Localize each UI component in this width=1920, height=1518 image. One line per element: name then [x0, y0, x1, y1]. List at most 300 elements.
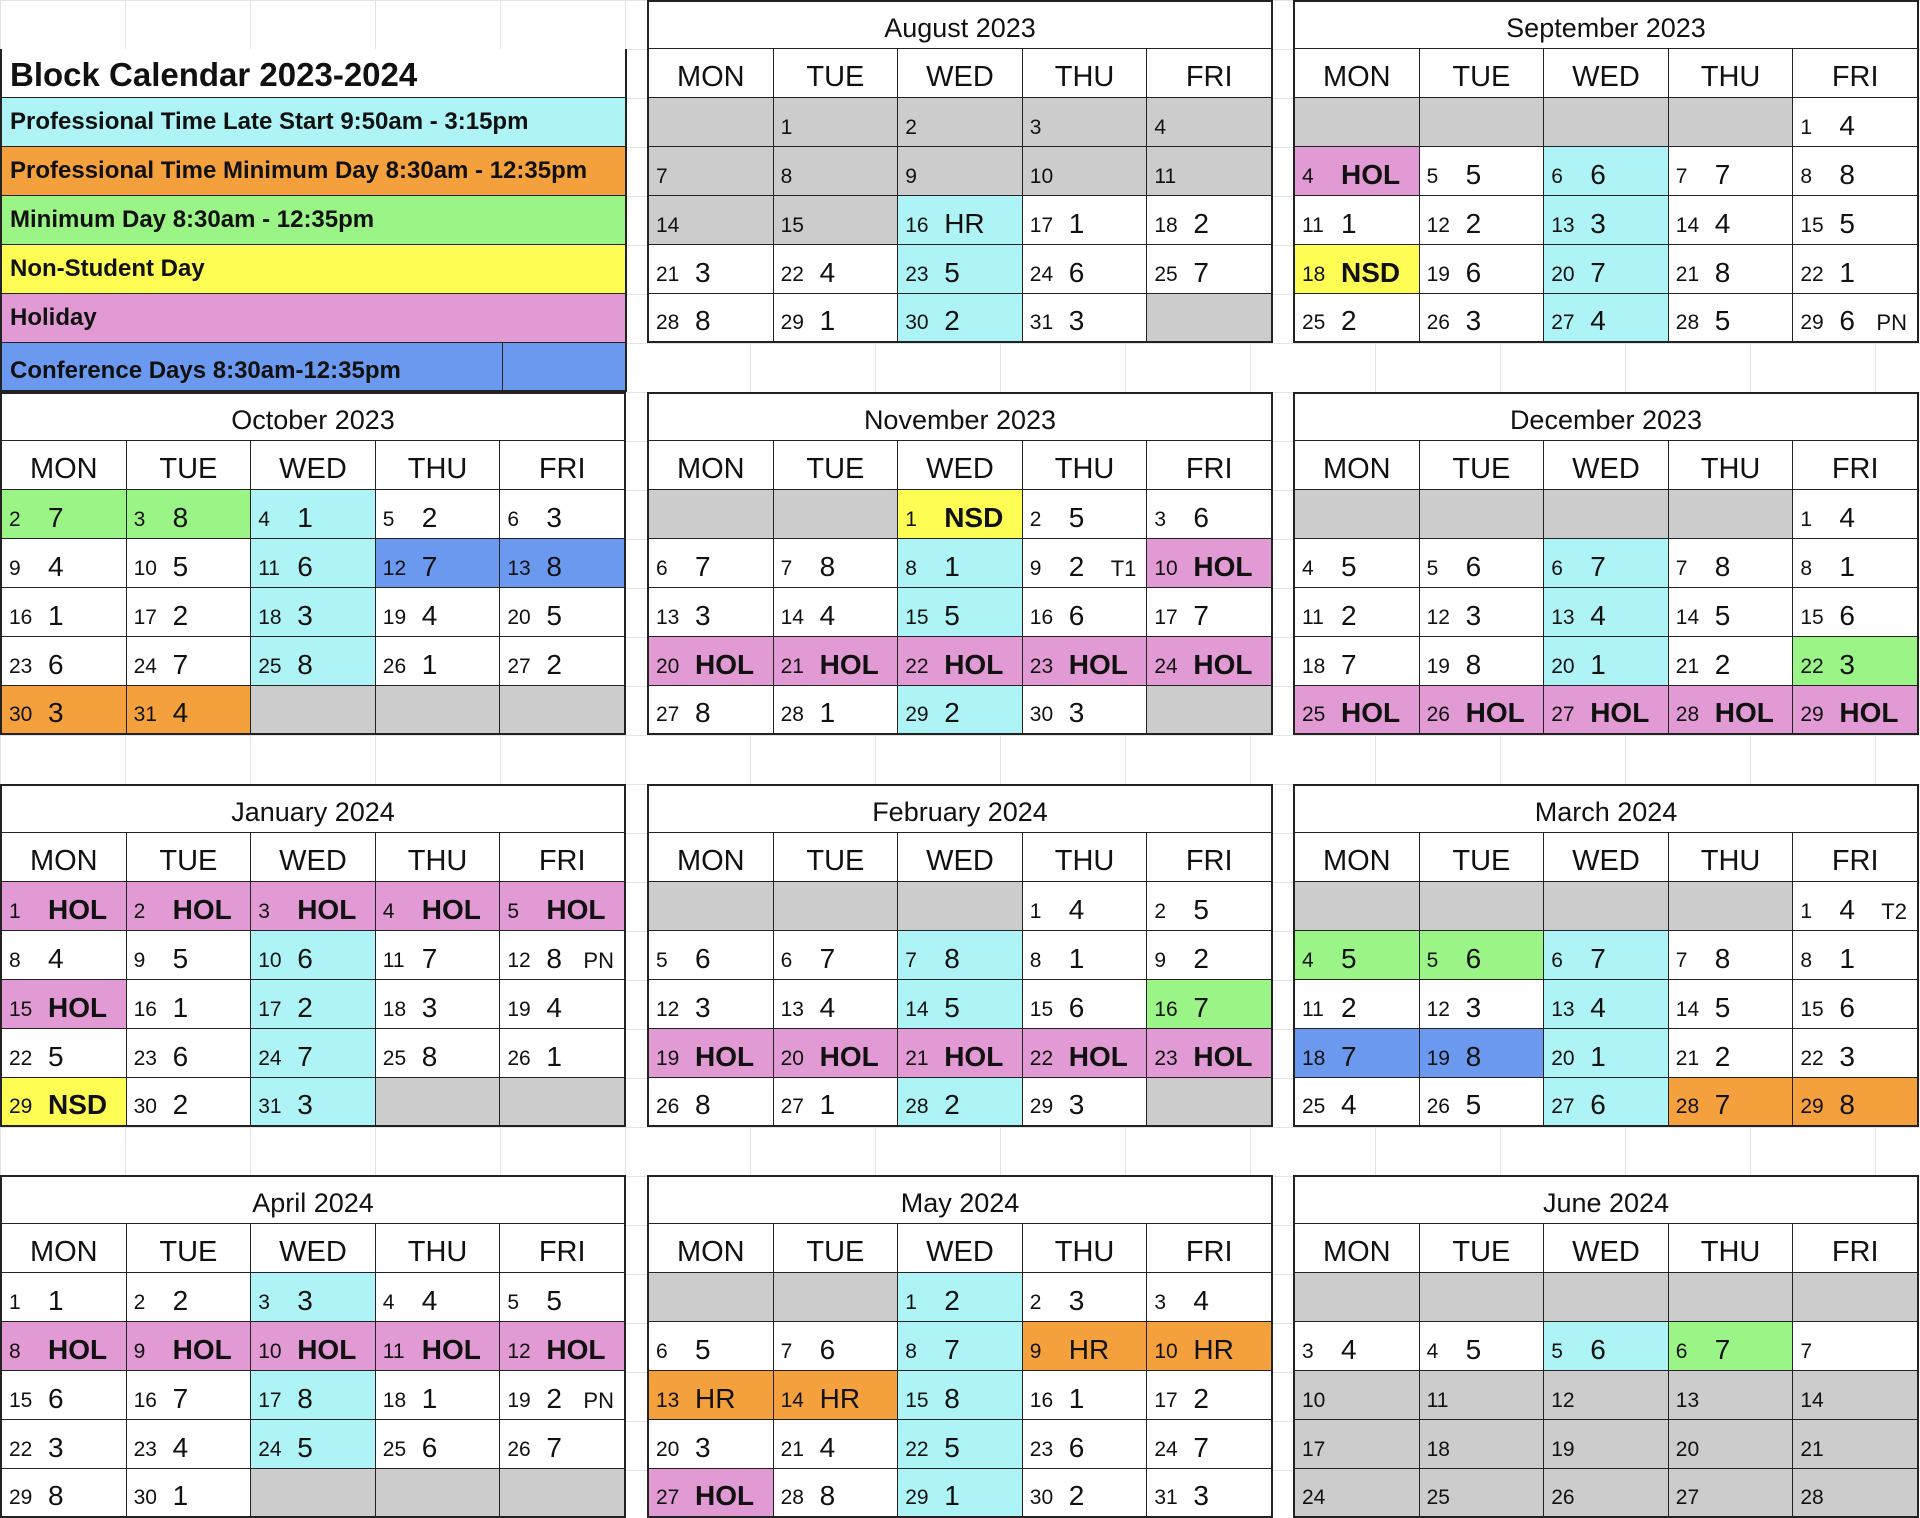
- day-cell-23: [0, 637, 126, 686]
- day-number: 9: [1029, 1340, 1042, 1363]
- block-label: 5: [172, 943, 189, 974]
- day-number: 10: [258, 1340, 282, 1363]
- day-number: 11: [1302, 606, 1324, 629]
- block-label: 1: [546, 1041, 562, 1072]
- empty-day-cell: [1419, 882, 1544, 931]
- day-number: 28: [1800, 1486, 1824, 1509]
- empty-day-cell: [375, 686, 500, 735]
- day-cell-27: [773, 1078, 898, 1127]
- block-label: 8: [819, 1480, 836, 1511]
- day-cell-27: [1668, 1469, 1793, 1518]
- day-cell-8: [773, 147, 898, 196]
- day-number: 10: [133, 557, 157, 580]
- day-cell-9: [126, 931, 251, 980]
- day-number: 8: [1800, 557, 1813, 580]
- day-number: 17: [1154, 1389, 1178, 1412]
- day-number: 22: [9, 1047, 33, 1070]
- empty-day-cell: [1419, 98, 1544, 147]
- weekday-wed: WED: [250, 441, 375, 490]
- weekday-header: [1293, 441, 1919, 490]
- block-label: 7: [48, 502, 64, 533]
- day-number: 31: [1029, 311, 1054, 334]
- day-number: 20: [507, 606, 531, 629]
- day-cell-6: [499, 490, 626, 539]
- day-number: 10: [1154, 1340, 1178, 1363]
- day-number: 21: [905, 1047, 929, 1070]
- day-number: 25: [1302, 1095, 1326, 1118]
- weekday-mon: MON: [1293, 49, 1419, 98]
- day-cell-5: [647, 931, 773, 980]
- day-number: 19: [1551, 1438, 1575, 1461]
- day-number: 14: [1675, 606, 1700, 629]
- day-cell-5: [499, 882, 626, 931]
- day-number: 20: [1551, 655, 1575, 678]
- day-number: 13: [1551, 606, 1575, 629]
- block-label: 4: [172, 697, 189, 728]
- day-number: 23: [1154, 1047, 1178, 1070]
- weekday-mon: MON: [1293, 1224, 1419, 1273]
- day-number: 23: [133, 1047, 157, 1070]
- day-cell-4: [1146, 98, 1273, 147]
- day-cell-12: [1419, 980, 1544, 1029]
- block-label: 8: [1465, 649, 1482, 680]
- week-row: [1293, 1029, 1919, 1078]
- day-cell-14: [647, 196, 773, 245]
- day-cell-6: [647, 1322, 773, 1371]
- day-cell-3: [250, 882, 375, 931]
- day-cell-12: [499, 931, 626, 980]
- weekday-thu: THU: [1668, 441, 1793, 490]
- weekday-mon: MON: [647, 1224, 773, 1273]
- block-label: 7: [1341, 1041, 1357, 1072]
- block-label: HR: [819, 1383, 861, 1414]
- week-row: [0, 490, 626, 539]
- weekday-fri: FRI: [499, 441, 626, 490]
- note-tag: T2: [1881, 899, 1907, 924]
- weekday-tue: TUE: [773, 49, 898, 98]
- month-october-2023: [0, 392, 626, 735]
- empty-day-cell: [1543, 98, 1668, 147]
- week-row: [0, 1273, 626, 1322]
- note-tag: PN: [1876, 310, 1907, 335]
- block-label: 1: [819, 697, 836, 728]
- day-cell-5: [499, 1273, 626, 1322]
- weekday-thu: THU: [1668, 1224, 1793, 1273]
- day-cell-9: [897, 147, 1022, 196]
- day-cell-28: [1668, 686, 1793, 735]
- day-number: 6: [656, 557, 668, 580]
- day-number: 16: [1154, 998, 1178, 1021]
- day-cell-17: [1146, 588, 1273, 637]
- block-label: 5: [1714, 992, 1731, 1023]
- day-number: 12: [507, 1340, 531, 1363]
- day-number: 2: [133, 1291, 146, 1314]
- day-cell-5: [375, 490, 500, 539]
- day-number: 19: [656, 1047, 680, 1070]
- day-number: 8: [905, 557, 917, 580]
- day-cell-14: [1668, 196, 1793, 245]
- day-number: 1: [905, 1291, 917, 1314]
- day-number: 3: [1154, 1291, 1167, 1314]
- day-cell-8: [1792, 931, 1919, 980]
- day-cell-7: [897, 931, 1022, 980]
- note-tag: PN: [583, 948, 614, 973]
- day-number: 15: [9, 998, 33, 1021]
- day-number: 18: [1302, 263, 1326, 286]
- weekday-fri: FRI: [499, 1224, 626, 1273]
- day-cell-25: [1293, 1078, 1419, 1127]
- day-number: 15: [1029, 998, 1054, 1021]
- weekday-thu: THU: [1022, 49, 1147, 98]
- block-label: 3: [695, 1432, 711, 1463]
- day-number: 5: [1426, 949, 1439, 972]
- day-number: 28: [1675, 703, 1700, 726]
- week-row: [0, 1371, 626, 1420]
- day-cell-12: [1419, 588, 1544, 637]
- day-number: 22: [905, 655, 929, 678]
- block-label: HOL: [1465, 697, 1525, 728]
- day-number: 15: [1800, 214, 1824, 237]
- block-label: 1: [1590, 1041, 1606, 1072]
- day-number: 11: [1154, 165, 1177, 188]
- weekday-fri: FRI: [1146, 833, 1273, 882]
- weekday-header: [647, 1224, 1273, 1273]
- day-cell-7: [1668, 539, 1793, 588]
- block-label: 7: [819, 943, 836, 974]
- day-number: 21: [656, 263, 680, 286]
- day-number: 7: [1675, 949, 1688, 972]
- week-row: [0, 931, 626, 980]
- day-number: 18: [382, 1389, 407, 1412]
- legend-conference-days: Conference Days 8:30am-12:35pm: [0, 343, 627, 392]
- block-label: 5: [48, 1041, 64, 1072]
- week-row: [1293, 1469, 1919, 1518]
- day-number: 2: [905, 116, 917, 139]
- weekday-tue: TUE: [1419, 49, 1544, 98]
- day-number: 27: [1551, 703, 1575, 726]
- day-cell-30: [897, 294, 1022, 343]
- day-cell-10: [1293, 1371, 1419, 1420]
- block-label: NSD: [944, 502, 1004, 533]
- block-label: 6: [1193, 502, 1209, 533]
- day-cell-14: [773, 588, 898, 637]
- week-row: [647, 588, 1273, 637]
- block-label: 7: [546, 1432, 562, 1463]
- day-number: 17: [133, 606, 157, 629]
- day-number: 10: [1302, 1389, 1326, 1412]
- day-cell-4: [1293, 931, 1419, 980]
- day-number: 7: [780, 557, 793, 580]
- week-row: [0, 1420, 626, 1469]
- month-title: February 2024: [647, 784, 1273, 833]
- block-label: 1: [819, 1089, 836, 1120]
- week-row: [1293, 539, 1919, 588]
- day-number: 15: [905, 1389, 929, 1412]
- block-label: 2: [172, 1285, 189, 1316]
- day-number: 26: [1426, 703, 1450, 726]
- day-cell-13: [647, 1371, 773, 1420]
- day-number: 20: [656, 655, 680, 678]
- block-label: NSD: [48, 1089, 108, 1120]
- day-number: 22: [1029, 1047, 1054, 1070]
- day-number: 28: [656, 311, 680, 334]
- weekday-thu: THU: [375, 441, 500, 490]
- day-number: 18: [1302, 1047, 1326, 1070]
- day-number: 9: [905, 165, 917, 188]
- day-cell-19: [1419, 637, 1544, 686]
- block-label: 3: [1590, 208, 1606, 239]
- day-number: 7: [1675, 557, 1688, 580]
- day-cell-25: [1293, 294, 1419, 343]
- day-cell-4: [250, 490, 375, 539]
- block-label: 1: [421, 1383, 438, 1414]
- day-cell-2: [1022, 490, 1147, 539]
- block-label: HOL: [48, 1334, 108, 1365]
- weekday-thu: THU: [1022, 441, 1147, 490]
- block-label: 5: [172, 551, 189, 582]
- day-cell-4: [1293, 539, 1419, 588]
- block-label: 4: [1590, 992, 1606, 1023]
- weekday-thu: THU: [1022, 833, 1147, 882]
- day-cell-29: [0, 1078, 126, 1127]
- block-label: HOL: [48, 992, 108, 1023]
- weekday-header: [0, 441, 626, 490]
- block-label: 6: [297, 551, 313, 582]
- empty-day-cell: [1146, 686, 1273, 735]
- block-label: 8: [1465, 1041, 1482, 1072]
- block-label: 4: [819, 1432, 836, 1463]
- day-number: 14: [1675, 214, 1700, 237]
- day-number: 18: [382, 998, 407, 1021]
- day-cell-13: [1543, 196, 1668, 245]
- day-cell-6: [647, 539, 773, 588]
- day-cell-4: [1419, 1322, 1544, 1371]
- block-label: 2: [172, 600, 189, 631]
- day-cell-31: [126, 686, 251, 735]
- day-number: 24: [258, 1438, 282, 1461]
- day-number: 29: [9, 1095, 33, 1118]
- block-label: 1: [1590, 649, 1606, 680]
- legend-minimum-day: Minimum Day 8:30am - 12:35pm: [0, 196, 627, 245]
- empty-day-cell: [1543, 1273, 1668, 1322]
- week-row: [0, 1078, 626, 1127]
- weekday-wed: WED: [897, 49, 1022, 98]
- day-cell-25: [375, 1420, 500, 1469]
- block-label: 5: [1068, 502, 1085, 533]
- day-cell-22: [1022, 1029, 1147, 1078]
- block-label: 1: [1839, 551, 1855, 582]
- weekday-header: [647, 49, 1273, 98]
- day-cell-24: [1022, 245, 1147, 294]
- empty-day-cell: [1668, 882, 1793, 931]
- day-cell-1: [1022, 882, 1147, 931]
- day-number: 30: [133, 1095, 157, 1118]
- block-label: HOL: [172, 894, 232, 925]
- block-label: 6: [1465, 943, 1482, 974]
- day-cell-18: [1146, 196, 1273, 245]
- day-cell-18: [375, 1371, 500, 1420]
- day-cell-2: [1146, 882, 1273, 931]
- block-label: 3: [546, 502, 562, 533]
- block-label: 6: [1068, 257, 1085, 288]
- week-row: [1293, 196, 1919, 245]
- block-label: HOL: [421, 1334, 481, 1365]
- weekday-mon: MON: [1293, 441, 1419, 490]
- block-label: HOL: [1068, 649, 1128, 680]
- day-number: 22: [1800, 655, 1824, 678]
- day-cell-1: [1792, 882, 1919, 931]
- weekday-fri: FRI: [1792, 833, 1919, 882]
- empty-day-cell: [1419, 490, 1544, 539]
- day-number: 2: [133, 900, 146, 923]
- block-label: 4: [1839, 894, 1855, 925]
- day-cell-28: [897, 1078, 1022, 1127]
- block-label: HR: [1068, 1334, 1110, 1365]
- day-number: 17: [258, 998, 282, 1021]
- block-label: HR: [695, 1383, 736, 1414]
- block-label: 8: [695, 1089, 711, 1120]
- day-number: 29: [1800, 311, 1824, 334]
- weekday-tue: TUE: [773, 833, 898, 882]
- legend-professional-minimum-day: Professional Time Minimum Day 8:30am - 12:35pm: [0, 147, 627, 196]
- week-row: [647, 1469, 1273, 1518]
- block-label: 6: [1590, 1089, 1606, 1120]
- block-label: HOL: [944, 649, 1004, 680]
- day-cell-3: [1146, 490, 1273, 539]
- block-label: 5: [1341, 943, 1357, 974]
- day-cell-21: [773, 637, 898, 686]
- day-number: 5: [507, 900, 520, 923]
- day-cell-21: [1668, 637, 1793, 686]
- block-label: 6: [1465, 257, 1482, 288]
- empty-day-cell: [375, 1469, 500, 1518]
- block-label: 7: [172, 1383, 189, 1414]
- block-label: 1: [1839, 257, 1855, 288]
- day-cell-20: [647, 637, 773, 686]
- day-number: 16: [9, 606, 33, 629]
- day-cell-8: [897, 539, 1022, 588]
- day-number: 26: [507, 1438, 531, 1461]
- day-cell-9: [126, 1322, 251, 1371]
- day-number: 6: [656, 1340, 668, 1363]
- block-label: 1: [421, 649, 438, 680]
- day-cell-15: [897, 588, 1022, 637]
- week-row: [1293, 1371, 1919, 1420]
- block-label: 3: [1068, 1089, 1085, 1120]
- day-number: 27: [656, 1486, 680, 1509]
- day-number: 21: [1675, 1047, 1700, 1070]
- day-number: 16: [1029, 606, 1054, 629]
- day-number: 4: [258, 508, 270, 531]
- day-number: 21: [1800, 1438, 1824, 1461]
- day-cell-16: [1022, 588, 1147, 637]
- block-label: 3: [421, 992, 438, 1023]
- day-number: 1: [1800, 116, 1813, 139]
- week-row: [1293, 931, 1919, 980]
- day-cell-29: [0, 1469, 126, 1518]
- day-cell-3: [1022, 98, 1147, 147]
- day-number: 14: [1800, 1389, 1824, 1412]
- week-row: [647, 931, 1273, 980]
- block-label: 6: [1068, 600, 1085, 631]
- day-cell-7: [1668, 147, 1793, 196]
- block-label: 1: [1839, 943, 1855, 974]
- block-label: 4: [421, 1285, 438, 1316]
- day-number: 23: [1029, 655, 1054, 678]
- day-cell-18: [1293, 245, 1419, 294]
- block-label: 5: [944, 257, 960, 288]
- block-label: 6: [1068, 992, 1085, 1023]
- week-row: [647, 147, 1273, 196]
- day-cell-30: [126, 1078, 251, 1127]
- day-cell-23: [897, 245, 1022, 294]
- day-cell-24: [1146, 637, 1273, 686]
- block-label: 5: [1193, 894, 1209, 925]
- day-cell-24: [250, 1029, 375, 1078]
- day-number: 25: [382, 1438, 407, 1461]
- day-number: 6: [1551, 949, 1563, 972]
- day-cell-19: [1543, 1420, 1668, 1469]
- day-cell-19: [1419, 245, 1544, 294]
- day-number: 16: [1029, 1389, 1054, 1412]
- day-number: 18: [258, 606, 282, 629]
- day-cell-13: [1543, 588, 1668, 637]
- month-title: April 2024: [0, 1175, 626, 1224]
- day-number: 11: [1426, 1389, 1449, 1412]
- day-number: 15: [780, 214, 804, 237]
- day-number: 30: [1029, 703, 1054, 726]
- legend-non-student-day: Non-Student Day: [0, 245, 627, 294]
- day-number: 26: [1426, 311, 1450, 334]
- day-number: 8: [1800, 165, 1813, 188]
- day-cell-6: [1668, 1322, 1793, 1371]
- empty-day-cell: [647, 98, 773, 147]
- block-label: 2: [1341, 992, 1357, 1023]
- block-label: 8: [546, 943, 562, 974]
- day-number: 7: [656, 165, 668, 188]
- month-title: October 2023: [0, 392, 626, 441]
- day-cell-5: [1419, 147, 1544, 196]
- day-number: 25: [1302, 311, 1326, 334]
- day-number: 11: [1302, 214, 1324, 237]
- block-label: 4: [1068, 894, 1085, 925]
- month-title: March 2024: [1293, 784, 1919, 833]
- block-label: 4: [421, 600, 438, 631]
- day-cell-5: [1543, 1322, 1668, 1371]
- weekday-thu: THU: [1022, 1224, 1147, 1273]
- month-august-2023: [647, 0, 1273, 343]
- month-title: November 2023: [647, 392, 1273, 441]
- day-cell-29: [1792, 686, 1919, 735]
- week-row: [0, 882, 626, 931]
- day-number: 28: [1675, 1095, 1700, 1118]
- weekday-wed: WED: [1543, 833, 1668, 882]
- day-cell-27: [499, 637, 626, 686]
- day-number: 9: [133, 949, 146, 972]
- day-cell-28: [1668, 294, 1793, 343]
- day-cell-22: [0, 1420, 126, 1469]
- day-number: 6: [1551, 557, 1563, 580]
- day-cell-16: [126, 1371, 251, 1420]
- day-cell-30: [1022, 686, 1147, 735]
- day-cell-29: [1792, 1078, 1919, 1127]
- block-label: HOL: [1193, 551, 1253, 582]
- day-number: 29: [9, 1486, 33, 1509]
- day-cell-18: [1293, 637, 1419, 686]
- day-cell-7: [773, 539, 898, 588]
- day-cell-23: [1022, 1420, 1147, 1469]
- week-row: [1293, 245, 1919, 294]
